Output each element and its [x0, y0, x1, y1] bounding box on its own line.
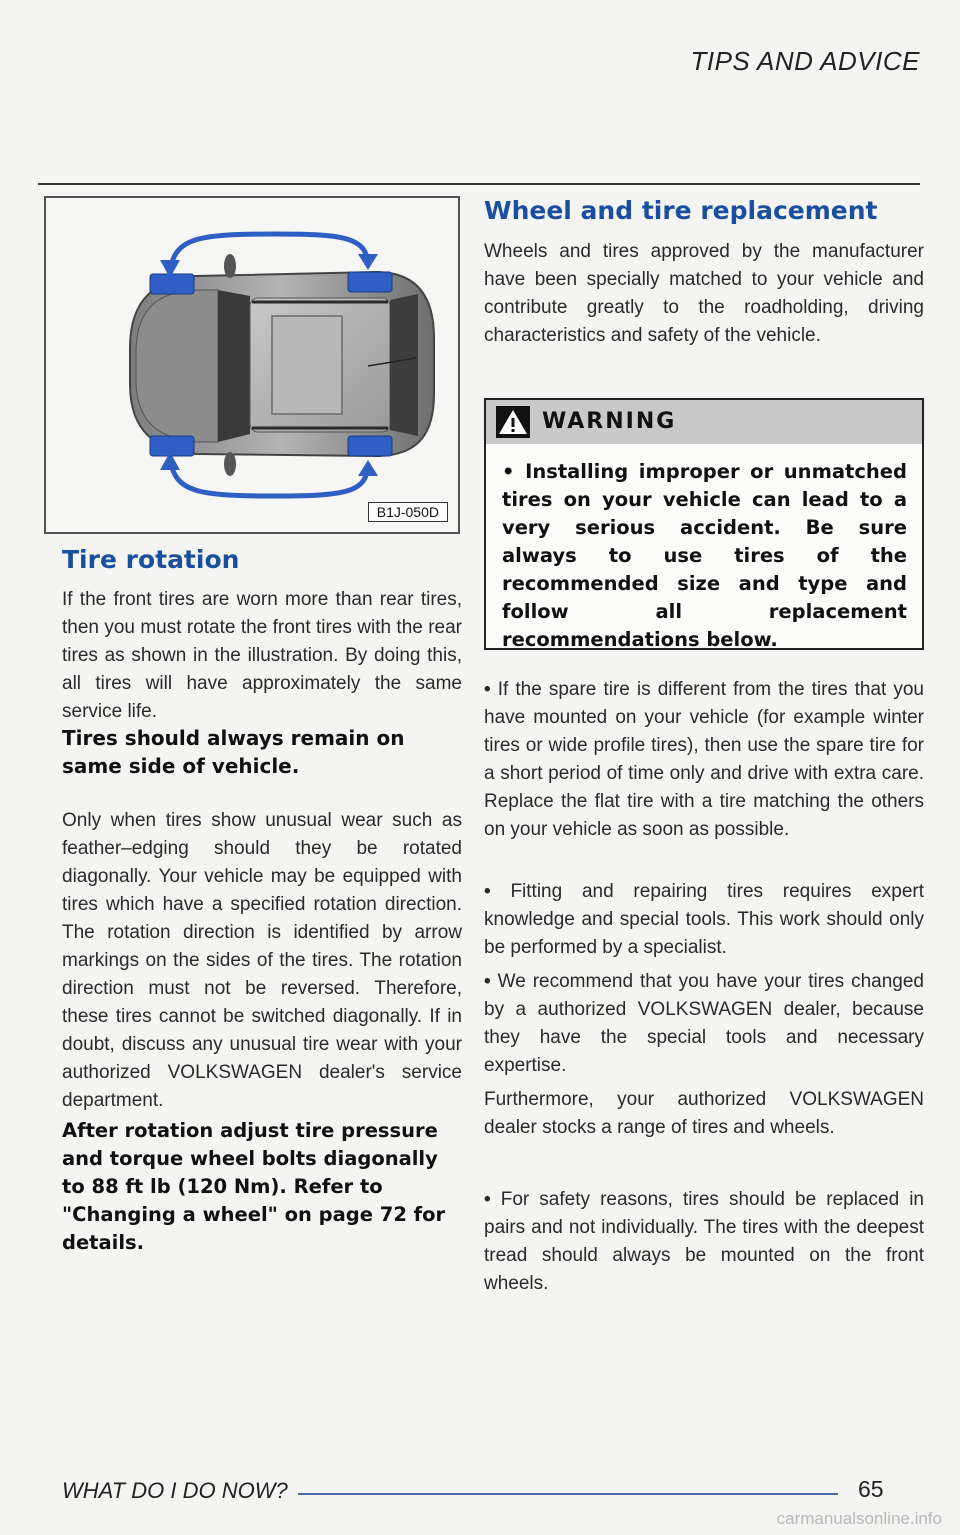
tire-rotation-figure: [44, 196, 460, 534]
dealer-recommend-bullet: [484, 968, 924, 1080]
dealer-stocks-paragraph: Furthermore, your authorized VOLKSWAGEN dealer stocks a range of tires and wheels.: [484, 1089, 924, 1138]
warning-text: [502, 458, 907, 654]
safety-pairs-bullet: [484, 1186, 924, 1298]
bullet: •: [484, 971, 491, 992]
bullet: •: [484, 679, 491, 700]
fitting-repairing-text: Fitting and repairing tires requires expert knowledge and special tools. This work should only be performed by a specialist.: [484, 881, 925, 958]
footer-rule: [298, 1493, 838, 1495]
bullet: •: [502, 460, 515, 483]
fitting-repairing-bullet: [484, 878, 924, 962]
after-rotation-note: After rotation adjust tire pressure and torque wheel bolts diagonally to 88 ft lb (120 Nm). Refer to "Changing a wheel" on page 72 for details.: [62, 1119, 446, 1254]
bullet: •: [484, 1189, 491, 1210]
safety-pairs-text: For safety reasons, tires should be replaced in pairs and not individually. The tires with the deepest tread should always be mounted on the front wheels.: [484, 1189, 924, 1294]
wheel-tire-replacement-heading: Wheel and tire replacement: [484, 196, 878, 225]
tire-rotation-paragraph: If the front tires are worn more than rear tires, then you must rotate the front tires with the rear tires as shown in the illustration. By doing this, all tires will have approximately the same service life.: [62, 589, 462, 722]
car-top-view-illustration: [46, 198, 458, 532]
spare-tire-text: If the spare tire is different from the tires that you have mounted on your vehicle (for example winter tires or wide profile tires), then use the spare tire for a short period of time only and drive with extra care. Replace the flat tire with a tire matching the others on your vehicle as soon as possible.: [484, 679, 925, 840]
replacement-intro-paragraph: Wheels and tires approved by the manufacturer have been specially matched to your vehicle and contribute greatly to the roadholding, driving characteristics and safety of the vehicle.: [484, 241, 924, 346]
diagonal-rotation-paragraph: Only when tires show unusual wear such as feather–edging should they be rotated diagonally. Your vehicle may be equipped with tires which have a specified rotation direction. The rotation direction is identified by arrow markings on the sides of the tires. The rotation direction must not be reversed. Therefore, these tires cannot be switched diagonally. If in doubt, discuss any unusual tire wear with your authorized VOLKSWAGEN dealer's service department.: [62, 810, 462, 1111]
warning-triangle-icon: [496, 406, 530, 438]
same-side-note: Tires should always remain on same side of vehicle.: [62, 726, 405, 778]
dealer-recommend-text: We recommend that you have your tires changed by a authorized VOLKSWAGEN dealer, because they have the special tools and necessary expertise.: [484, 971, 924, 1076]
spare-tire-bullet: [484, 676, 924, 844]
figure-code: B1J-050D: [368, 502, 448, 522]
footer-section-title: WHAT DO I DO NOW?: [62, 1478, 288, 1503]
bullet: •: [484, 881, 491, 902]
warning-label: WARNING: [542, 409, 677, 434]
warning-body-text: Installing improper or unmatched tires on your vehicle can lead to a very serious accident. Be sure always to use tires of the recommended size and type and follow all replacement recommendations below.: [502, 460, 907, 651]
header-rule: [38, 183, 920, 185]
warning-box: [484, 398, 924, 650]
tire-rotation-heading: Tire rotation: [62, 545, 240, 574]
page-number: 65: [858, 1476, 884, 1502]
section-title: TIPS AND ADVICE: [690, 46, 920, 76]
watermark: carmanualsonline.info: [776, 1509, 942, 1528]
